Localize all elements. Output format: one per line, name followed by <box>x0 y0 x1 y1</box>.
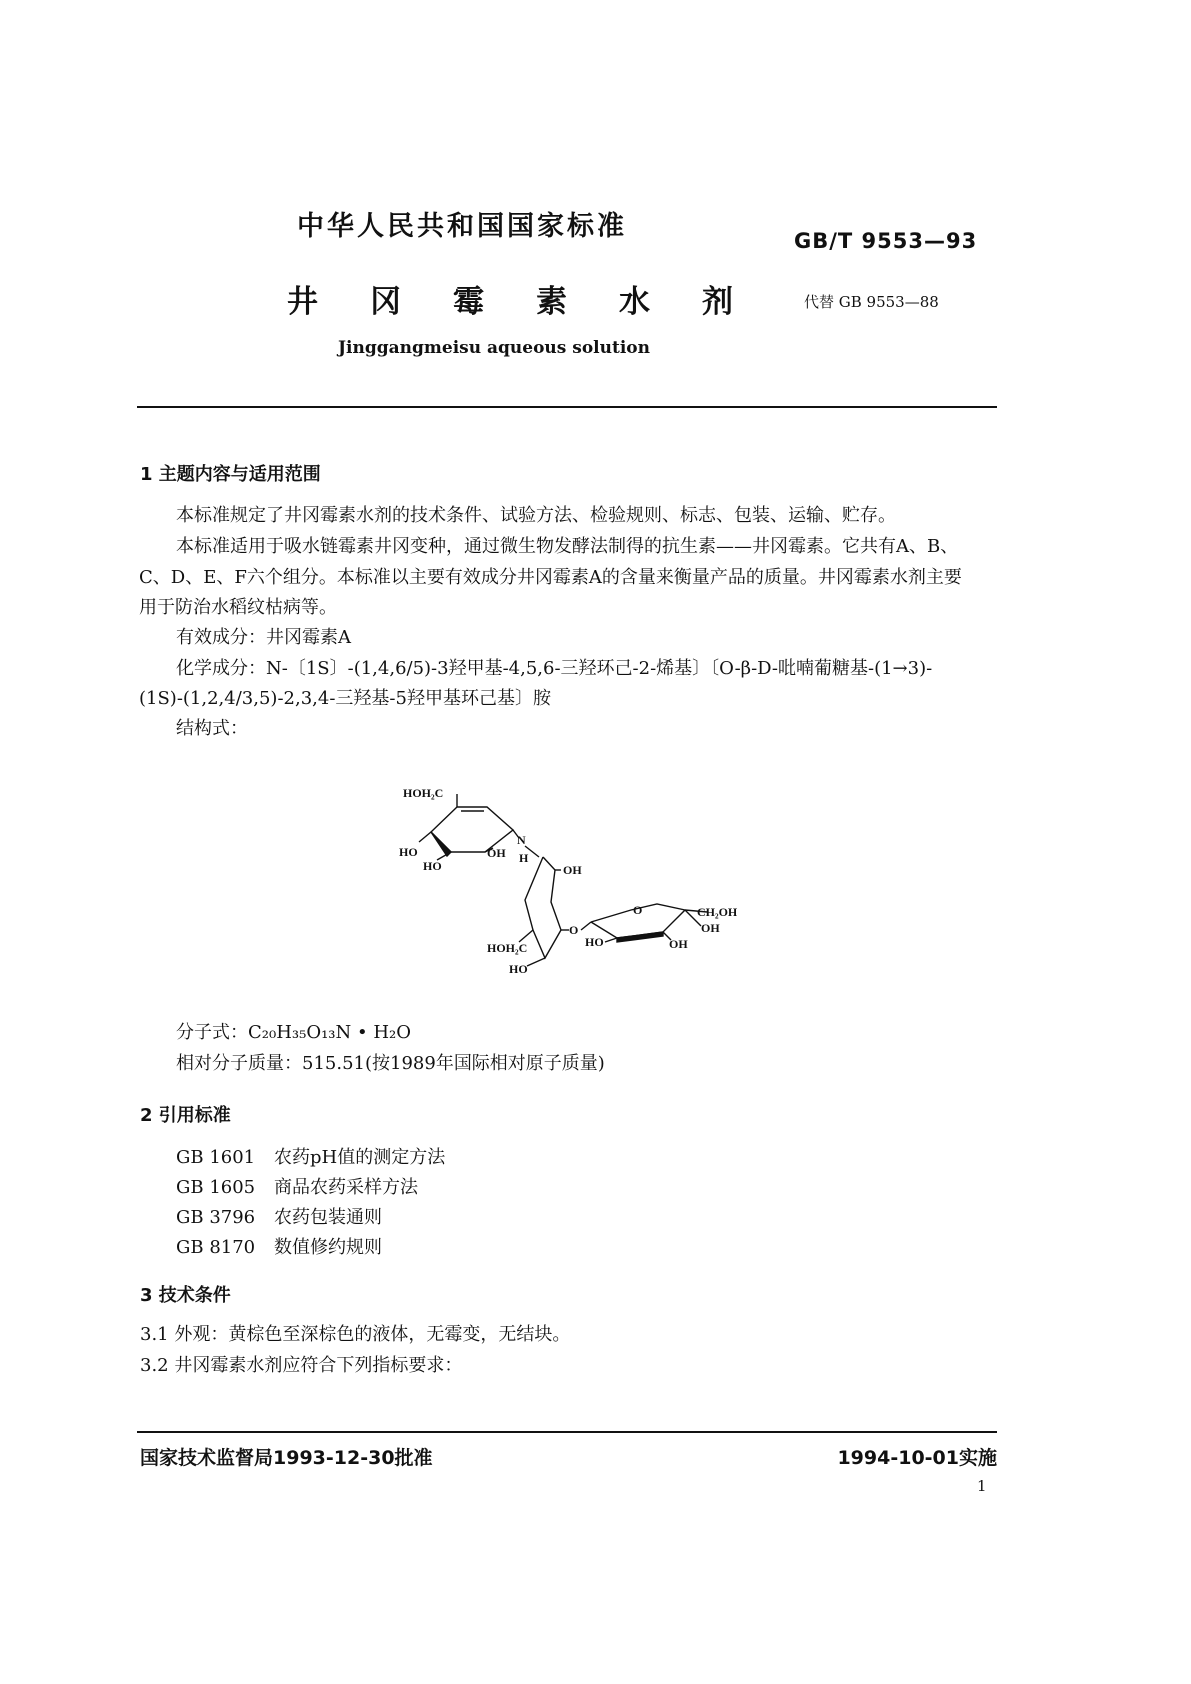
reference-row <box>176 1143 445 1169</box>
replaces-note: 代替 GB 9553—88 <box>804 293 939 311</box>
label-ho-left-2: HO <box>423 859 442 873</box>
label-ch2oh: CH₂OH <box>697 905 738 919</box>
structural-formula <box>395 780 775 990</box>
section-1-heading: 1 主题内容与适用范围 <box>140 464 321 485</box>
chemical-name-line-1: 化学成分：N-〔1S〕-(1,4,6/5)-3羟甲基-4,5,6-三羟环己-2-烯基〕〔O-β-D-吡喃葡糖基-(1→3)- <box>176 658 933 679</box>
chemical-name-line-2: (1S)-(1,2,4/3,5)-2,3,4-三羟基-5羟甲基环己基〕胺 <box>139 688 551 709</box>
molecular-formula-value: C₂₀H₃₅O₁₃N • H₂O <box>248 1022 412 1043</box>
label-ho-left: HO <box>399 845 418 859</box>
scope-paragraph: 本标准规定了井冈霉素水剂的技术条件、试验方法、检验规则、标志、包装、运输、贮存。 <box>176 505 896 526</box>
header-rule <box>137 406 997 408</box>
standard-code: GB/T 9553—93 <box>794 229 978 253</box>
reference-title: 农药pH值的测定方法 <box>274 1147 446 1168</box>
label-oh-mid: OH <box>487 846 506 860</box>
approval-date: 国家技术监督局1993-12-30批准 <box>140 1447 433 1469</box>
label-ho-ring3: HO <box>585 935 604 949</box>
reference-code: GB 1605 <box>176 1177 256 1198</box>
molecular-formula <box>176 1022 411 1044</box>
reference-row <box>176 1203 382 1229</box>
clause-3-2: 3.2 井冈霉素水剂应符合下列指标要求： <box>140 1355 463 1376</box>
label-oh-right: OH <box>701 921 720 935</box>
footer-rule <box>137 1431 997 1433</box>
reference-code: GB 8170 <box>176 1237 256 1258</box>
ring-2 <box>525 857 561 958</box>
reference-row <box>176 1173 418 1199</box>
label-ho-bottom: HO <box>509 962 528 976</box>
country-title: 中华人民共和国国家标准 <box>297 211 627 242</box>
label-o-ring: O <box>633 903 643 917</box>
applicability-line-1: 本标准适用于吸水链霉素井冈变种，通过微生物发酵法制得的抗生素——井冈霉素。它共有A、B、 <box>176 536 959 557</box>
active-ingredient: 有效成分：井冈霉素A <box>176 627 351 648</box>
reference-code: GB 1601 <box>176 1147 256 1168</box>
label-oh-ring2: OH <box>563 863 582 877</box>
label-hoh2c-top: HOH₂C <box>403 786 444 800</box>
label-h: H <box>519 851 529 865</box>
molecular-mass: 相对分子质量：515.51(按1989年国际相对原子质量) <box>176 1053 605 1074</box>
applicability-line-3: 用于防治水稻纹枯病等。 <box>139 597 337 618</box>
reference-title: 数值修约规则 <box>274 1237 382 1258</box>
label-o-link: O <box>569 923 579 937</box>
implementation-date: 1994-10-01实施 <box>837 1447 997 1469</box>
reference-title: 商品农药采样方法 <box>274 1177 418 1198</box>
label-n: N <box>517 833 526 847</box>
page-number: 1 <box>977 1477 987 1495</box>
applicability-line-2: C、D、E、F六个组分。本标准以主要有效成分井冈霉素A的含量来衡量产品的质量。井冈霉素水剂主要 <box>139 567 962 588</box>
label-oh-ring3: OH <box>669 937 688 951</box>
clause-3-1: 3.1 外观：黄棕色至深棕色的液体，无霉变，无结块。 <box>140 1324 571 1345</box>
molecular-formula-label: 分子式： <box>176 1022 248 1043</box>
section-2-heading: 2 引用标准 <box>140 1105 231 1126</box>
structure-label: 结构式： <box>176 718 248 739</box>
section-3-heading: 3 技术条件 <box>140 1285 231 1306</box>
reference-row <box>176 1233 382 1259</box>
english-title: Jinggangmeisu aqueous solution <box>338 338 651 358</box>
reference-title: 农药包装通则 <box>274 1207 382 1228</box>
label-hoh2c-bottom: HOH₂C <box>487 941 528 955</box>
reference-code: GB 3796 <box>176 1207 256 1228</box>
document-title: 井冈霉素水剂 <box>287 284 785 320</box>
